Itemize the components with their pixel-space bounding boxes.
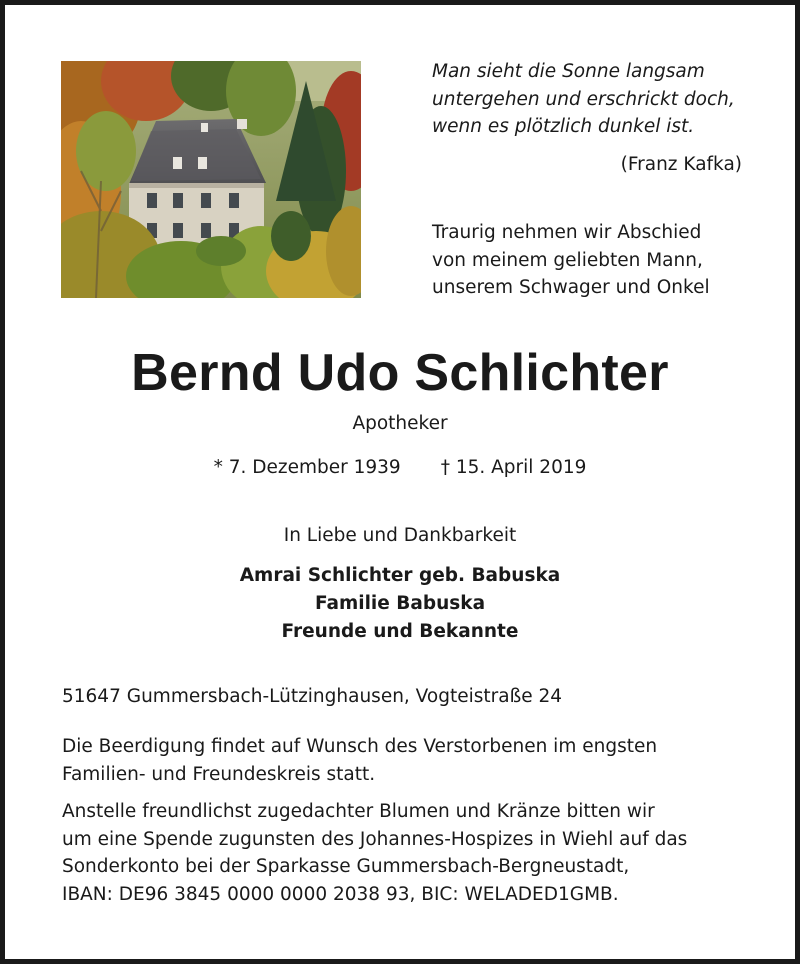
death-date: † 15. April 2019 [440, 457, 587, 478]
donation-line: IBAN: DE96 3845 0000 0000 2038 93, BIC: WELADED1GMB. [62, 883, 619, 905]
mourner-name: Amrai Schlichter geb. Babuska [239, 565, 561, 586]
life-dates [0, 455, 800, 481]
quote-line: Man sieht die Sonne langsam [432, 61, 705, 82]
farewell-line: unserem Schwager und Onkel [432, 277, 710, 298]
funeral-line: Familien- und Freundeskreis statt. [62, 763, 376, 785]
family-address [62, 683, 752, 711]
address-line: 51647 Gummersbach-Lützinghausen, Vogteistraße 24 [62, 686, 563, 707]
deceased-name: Bernd Udo Schlichter [131, 344, 669, 402]
mourner-name: Familie Babuska [314, 593, 486, 614]
farewell-line: von meinem geliebten Mann, [432, 249, 703, 271]
mourner-name: Freunde und Bekannte [281, 621, 519, 642]
donation-notice [62, 798, 752, 908]
mourners-intro: In Liebe und Dankbarkeit [283, 525, 517, 546]
farewell-line: Traurig nehmen wir Abschied [432, 222, 702, 243]
birth-date: * 7. Dezember 1939 [213, 457, 401, 478]
donation-line: Sonderkonto bei der Sparkasse Gummersbach-Bergneustadt, [62, 856, 630, 877]
quote-line: untergehen und erschrickt doch, [432, 88, 735, 110]
farewell-text [432, 219, 762, 302]
house-photo [61, 61, 361, 298]
funeral-line: Die Beerdigung findet auf Wunsch des Verstorbenen im engsten [62, 736, 658, 757]
quote-line: wenn es plötzlich dunkel ist. [432, 116, 695, 137]
house-in-autumn-forest-image [61, 61, 361, 298]
quote-author: (Franz Kafka) [620, 153, 742, 175]
funeral-notice [62, 733, 752, 788]
kafka-quote [432, 58, 742, 178]
deceased-profession: Apotheker [352, 413, 448, 434]
donation-line: um eine Spende zugunsten des Johannes-Hospizes in Wiehl auf das [62, 828, 688, 850]
donation-line: Anstelle freundlichst zugedachter Blumen und Kränze bitten wir [62, 801, 655, 822]
mourners-list [0, 562, 800, 646]
